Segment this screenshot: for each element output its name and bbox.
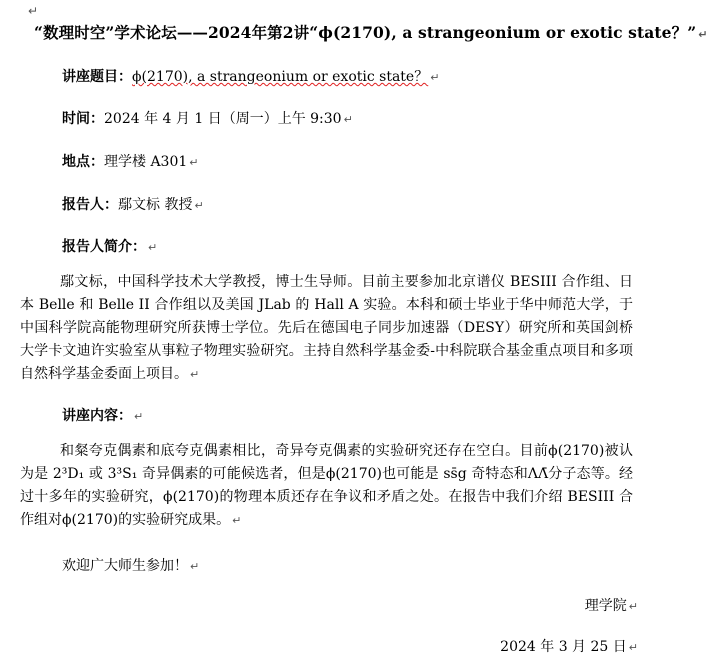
paragraph-mark: ↵ <box>190 368 200 381</box>
date-line <box>500 636 638 656</box>
time-line <box>62 108 353 128</box>
bio-label: 报告人简介： <box>62 239 146 255</box>
paragraph-mark: ↵ <box>134 410 144 423</box>
paragraph-mark: ↵ <box>148 241 158 254</box>
title-text: “数理时空”学术论坛——2024年第2讲“ϕ(2170), a strangeonium or exotic state？” <box>34 23 697 42</box>
bio-heading-line <box>62 236 157 256</box>
paragraph-mark: ↵ <box>430 71 440 84</box>
content-paragraph <box>20 440 633 532</box>
place-value: 理学楼 A301 <box>104 154 188 170</box>
time-value: 2024 年 4 月 1 日（周一）上午 9:30 <box>104 111 342 127</box>
place-line <box>62 151 199 171</box>
time-label: 时间： <box>62 111 104 127</box>
speaker-value: 鄢文标 教授 <box>118 197 193 213</box>
welcome-line <box>62 555 199 575</box>
topic-line <box>62 66 439 86</box>
paragraph-mark: ↵ <box>190 560 200 573</box>
bio-text: 鄢文标，中国科学技术大学教授，博士生导师。目前主要参加北京谱仪 BESIII 合作组、日本 Belle 和 Belle II 合作组以及美国 JLab 的 Hall A 实验。本科和硕士毕业于华中师范大学，于中国科学院高能物理研究所获博士学位。先后在德国电子同步加速器（DESY）研究所和英国剑桥大学卡文迪许实验室从事粒子物理实验研究。主持自然科学基金委-中科院联合基金重点项目和多项自然科学基金委面上项目。 <box>20 274 633 382</box>
paragraph-mark: ↵ <box>343 113 353 126</box>
content-label: 讲座内容： <box>62 408 132 424</box>
place-label: 地点： <box>62 154 104 170</box>
speaker-label: 报告人： <box>62 197 118 213</box>
content-heading-line <box>62 405 143 425</box>
paragraph-mark: ↵ <box>628 641 638 654</box>
org-line <box>585 595 638 615</box>
content-text: 和粲夸克偶素和底夸克偶素相比，奇异夸克偶素的实验研究还存在空白。目前ϕ(2170)被认为是 2³D₁ 或 3³S₁ 奇异偶素的可能候选者，但是ϕ(2170)也可能是 ss̄g 奇特态和ΛΛ̄分子态等。经过十多年的实验研究，ϕ(2170)的物理本质还存在争议和矛盾之处。在报告中我们介绍 BESIII 合作组对ϕ(2170)的实验研究成果。 <box>20 443 633 528</box>
paragraph-mark: ↵ <box>232 514 242 527</box>
paragraph-mark: ↵ <box>698 28 708 41</box>
document-title <box>34 21 708 43</box>
paragraph-mark: ↵ <box>189 156 199 169</box>
paragraph-mark: ↵ <box>28 4 39 18</box>
date-text: 2024 年 3 月 25 日 <box>500 639 627 655</box>
org-text: 理学院 <box>584 598 627 614</box>
speaker-line <box>62 194 204 214</box>
topic-label: 讲座题目： <box>62 69 132 85</box>
welcome-text: 欢迎广大师生参加！ <box>62 558 188 574</box>
bio-paragraph <box>20 271 633 386</box>
paragraph-mark: ↵ <box>194 199 204 212</box>
paragraph-mark: ↵ <box>628 600 638 613</box>
topic-value: ϕ(2170), a strangeonium or exotic state？ <box>132 69 429 85</box>
